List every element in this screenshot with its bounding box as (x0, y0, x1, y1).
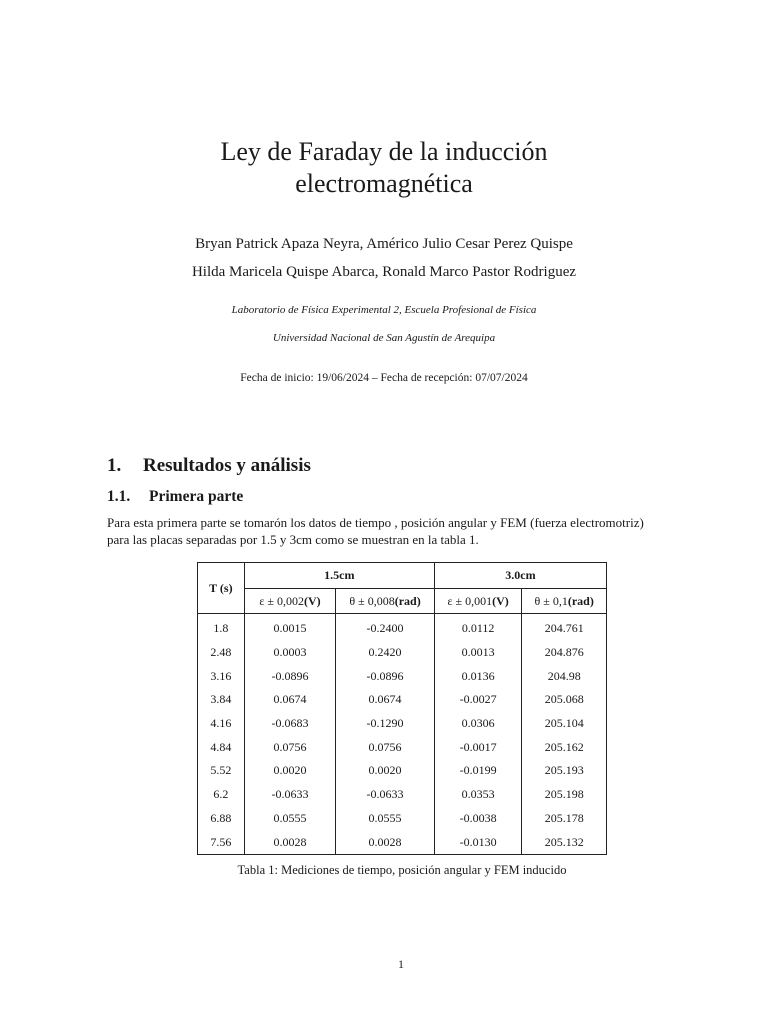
page-number: 1 (398, 957, 404, 971)
affiliation-line-1: Laboratorio de Física Experimental 2, Escuela Profesional de Física (231, 304, 537, 316)
table-cell: -0.0896 (336, 664, 435, 688)
table-cell: -0.1290 (336, 712, 435, 736)
authors-line-2: Hilda Maricela Quispe Abarca, Ronald Marco Pastor Rodriguez (191, 264, 577, 280)
table-cell: 0.0555 (336, 807, 435, 831)
table-cell: -0.0017 (434, 735, 522, 759)
table-cell: -0.0633 (336, 783, 435, 807)
section-heading (107, 455, 311, 477)
table-row (198, 735, 607, 759)
table-cell: 4.84 (198, 735, 245, 759)
table-cell: 4.16 (198, 712, 245, 736)
table-cell: 205.068 (522, 688, 607, 712)
table-cell: 0.0020 (336, 759, 435, 783)
authors-line-1: Bryan Patrick Apaza Neyra, Américo Julio Cesar Perez Quispe (195, 236, 573, 252)
table-cell: 0.0674 (244, 688, 336, 712)
col-header-theta-2: θ ± 0,1(rad) (522, 589, 607, 614)
table-row (198, 664, 607, 688)
table-cell: 205.162 (522, 735, 607, 759)
table-header-row-2 (198, 589, 607, 614)
measurements-table (197, 562, 607, 855)
group-header-2: 3.0cm (434, 563, 606, 589)
col-header-theta-1: θ ± 0,008(rad) (336, 589, 435, 614)
table-cell: 204.876 (522, 641, 607, 665)
table-cell: 7.56 (198, 830, 245, 854)
table-row (198, 759, 607, 783)
table-body (198, 614, 607, 855)
table-cell: 205.193 (522, 759, 607, 783)
table-cell: 205.198 (522, 783, 607, 807)
table-row (198, 712, 607, 736)
table-row (198, 830, 607, 854)
table-cell: -0.2400 (336, 614, 435, 641)
table-cell: 6.88 (198, 807, 245, 831)
table-cell: -0.0038 (434, 807, 522, 831)
title-line-1: Ley de Faraday de la inducción (220, 137, 548, 166)
table-cell: 0.0756 (336, 735, 435, 759)
table-cell: 2.48 (198, 641, 245, 665)
table-cell: 0.0112 (434, 614, 522, 641)
table-header-row-1 (198, 563, 607, 589)
table-row (198, 688, 607, 712)
subsection-heading (107, 488, 243, 506)
col-header-emf-1: ε ± 0,002(V) (244, 589, 336, 614)
affiliation-line-2: Universidad Nacional de San Agustín de Arequipa (272, 332, 496, 344)
table-cell: 0.0756 (244, 735, 336, 759)
table-row (198, 783, 607, 807)
table-row (198, 807, 607, 831)
section-title: Resultados y análisis (143, 455, 311, 476)
table-cell: -0.0683 (244, 712, 336, 736)
table-row (198, 614, 607, 641)
table-cell: 0.0013 (434, 641, 522, 665)
title-line-2: electromagnética (295, 169, 473, 198)
table-row (198, 641, 607, 665)
paper-title (0, 136, 768, 200)
col-header-emf-2: ε ± 0,001(V) (434, 589, 522, 614)
dates-line: Fecha de inicio: 19/06/2024 – Fecha de recepción: 07/07/2024 (240, 372, 528, 384)
time-header: T (s) (198, 563, 245, 614)
table-cell: 1.8 (198, 614, 245, 641)
table-cell: 0.0015 (244, 614, 336, 641)
table-cell: 204.761 (522, 614, 607, 641)
table-cell: 3.16 (198, 664, 245, 688)
table-cell: -0.0633 (244, 783, 336, 807)
authors-block (0, 230, 768, 286)
table-cell: 205.178 (522, 807, 607, 831)
subsection-number: 1.1. (107, 488, 131, 505)
table-cell: 5.52 (198, 759, 245, 783)
section-number: 1. (107, 455, 122, 476)
table-cell: 0.2420 (336, 641, 435, 665)
table-cell: 6.2 (198, 783, 245, 807)
table-cell: 0.0353 (434, 783, 522, 807)
table-cell: 204.98 (522, 664, 607, 688)
body-paragraph: Para esta primera parte se tomarón los datos de tiempo , posición angular y FEM (fuerza electromotriz) para las placas separadas por 1.5 y 3cm como se muestran en la tabla 1. (107, 515, 644, 547)
table-cell: 0.0555 (244, 807, 336, 831)
table-cell: 0.0028 (336, 830, 435, 854)
table-cell: 0.0136 (434, 664, 522, 688)
table-cell: -0.0027 (434, 688, 522, 712)
table-cell: -0.0199 (434, 759, 522, 783)
table-cell: 0.0020 (244, 759, 336, 783)
table-cell: 205.104 (522, 712, 607, 736)
table-caption: Tabla 1: Mediciones de tiempo, posición angular y FEM inducido (237, 863, 567, 877)
table-cell: 0.0028 (244, 830, 336, 854)
subsection-title: Primera parte (149, 488, 244, 505)
table-cell: 0.0674 (336, 688, 435, 712)
table-cell: 3.84 (198, 688, 245, 712)
table-cell: 0.0306 (434, 712, 522, 736)
table-cell: -0.0130 (434, 830, 522, 854)
table-cell: 205.132 (522, 830, 607, 854)
table-cell: -0.0896 (244, 664, 336, 688)
group-header-1: 1.5cm (244, 563, 434, 589)
table-cell: 0.0003 (244, 641, 336, 665)
